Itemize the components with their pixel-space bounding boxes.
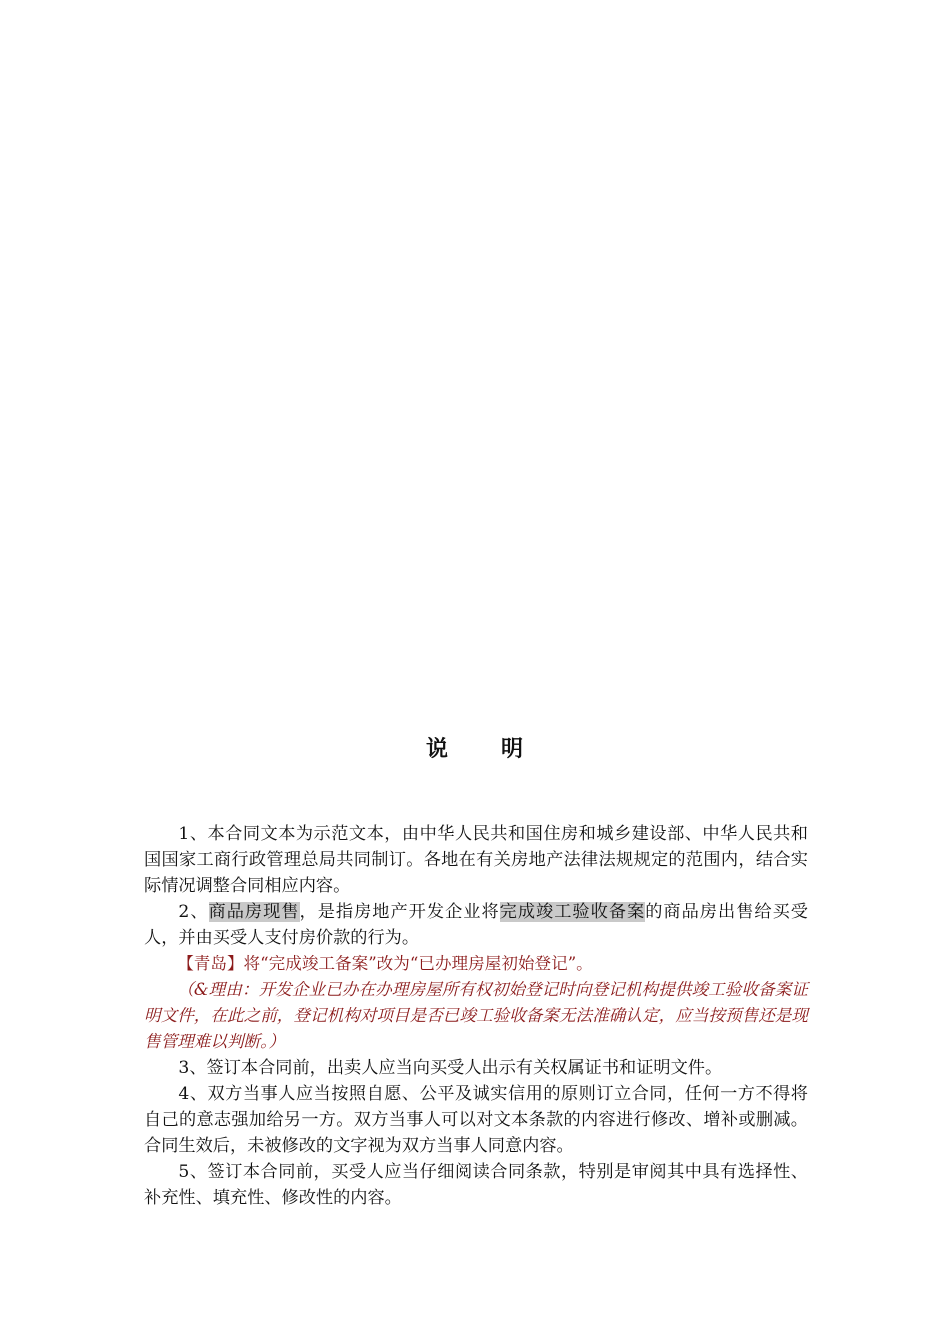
paragraph-2-mid: ，是指房地产开发企业将 [299, 902, 500, 922]
paragraph-2-suffix: 的商品房出售给买受人，并由买受人支付房价款的行为。 [144, 902, 808, 948]
revision-reason: （&理由：开发企业已办在办理房屋所有权初始登记时向登记机构提供竣工验收备案证明文件，在此之前，登记机构对项目是否已竣工验收备案无法准确认定，应当按预售还是现售管理难以判断。） [144, 980, 808, 1051]
paragraph-5: 5、签订本合同前，买受人应当仔细阅读合同条款，特别是审阅其中具有选择性、补充性、填充性、修改性的内容。 [144, 1162, 808, 1208]
revision-note: 【青岛】将“完成竣工备案”改为“已办理房屋初始登记”。 [177, 954, 593, 973]
paragraph-2 [144, 899, 808, 951]
paragraph-4: 4、双方当事人应当按照自愿、公平及诚实信用的原则订立合同，任何一方不得将自己的意志强加给另一方。双方当事人可以对文本条款的内容进行修改、增补或删减。合同生效后，未被修改的文字视为双方当事人同意内容。 [144, 1084, 808, 1156]
highlight-term-spot-sale: 商品房现售 [208, 902, 300, 922]
paragraph-2-prefix: 2、 [178, 902, 209, 922]
instructions-body [144, 821, 808, 1211]
page-title [0, 732, 950, 763]
highlight-term-completion-filing: 完成竣工验收备案 [499, 902, 646, 922]
paragraph-3: 3、签订本合同前，出卖人应当向买受人出示有关权属证书和证明文件。 [178, 1058, 723, 1078]
title-char-2: 明 [501, 736, 525, 762]
title-char-1: 说 [425, 736, 449, 762]
paragraph-1: 1、本合同文本为示范文本，由中华人民共和国住房和城乡建设部、中华人民共和国国家工商行政管理总局共同制订。各地在有关房地产法律法规规定的范围内，结合实际情况调整合同相应内容。 [144, 824, 808, 896]
